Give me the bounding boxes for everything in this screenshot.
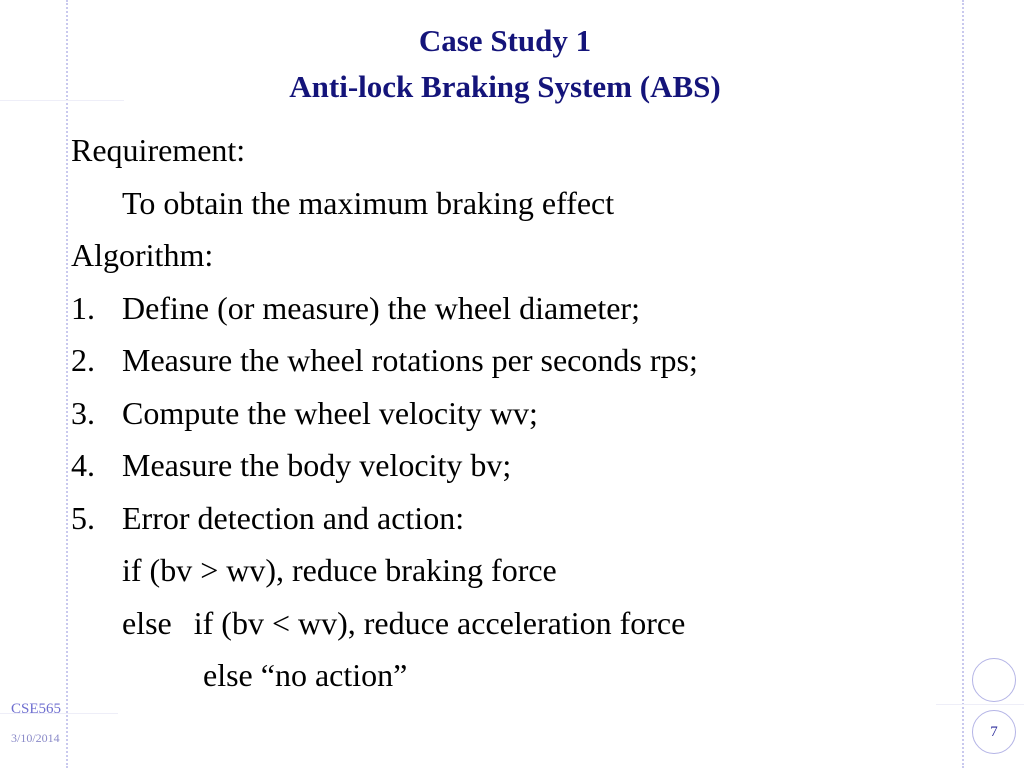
step-number: 4.: [71, 447, 95, 483]
decorative-circle: [972, 658, 1016, 702]
footer-date: 3/10/2014: [11, 731, 60, 745]
step-text: Measure the body velocity bv;: [122, 447, 512, 483]
footer-course: CSE565: [11, 701, 62, 717]
requirement-text: To obtain the maximum braking effect: [122, 184, 615, 221]
page-number: 7: [990, 724, 998, 740]
left-dotted-divider: [66, 0, 68, 768]
title-line-2: Anti-lock Braking System (ABS): [289, 69, 721, 104]
algorithm-step: [71, 387, 951, 440]
action-else-line: else “no action”: [203, 657, 408, 693]
step-text: Error detection and action:: [122, 499, 465, 536]
algorithm-step: [71, 282, 951, 335]
step-text: Measure the wheel rotations per seconds rps;: [122, 342, 698, 378]
step-text: Define (or measure) the wheel diameter;: [122, 289, 640, 326]
action-else-if-line: [71, 597, 951, 650]
algorithm-step: [71, 492, 951, 545]
bottom-right-rule: [936, 704, 1024, 705]
step-number: 5.: [71, 499, 95, 536]
algorithm-heading: Algorithm:: [71, 237, 214, 273]
title-line-1: Case Study 1: [418, 23, 592, 58]
else-if-condition: if (bv < wv), reduce acceleration force: [193, 604, 686, 641]
right-dotted-divider: [962, 0, 964, 768]
algorithm-step: [71, 439, 951, 492]
slide-body: [71, 124, 951, 702]
step-number: 1.: [71, 289, 95, 326]
step-number: 3.: [71, 394, 95, 431]
else-keyword: else: [122, 604, 172, 641]
requirement-heading: Requirement:: [71, 132, 246, 168]
step-number: 2.: [71, 342, 95, 378]
algorithm-step: [71, 334, 951, 387]
step-text: Compute the wheel velocity wv;: [122, 394, 538, 431]
slide-title: [0, 18, 1010, 110]
action-if-line: if (bv > wv), reduce braking force: [122, 552, 557, 588]
